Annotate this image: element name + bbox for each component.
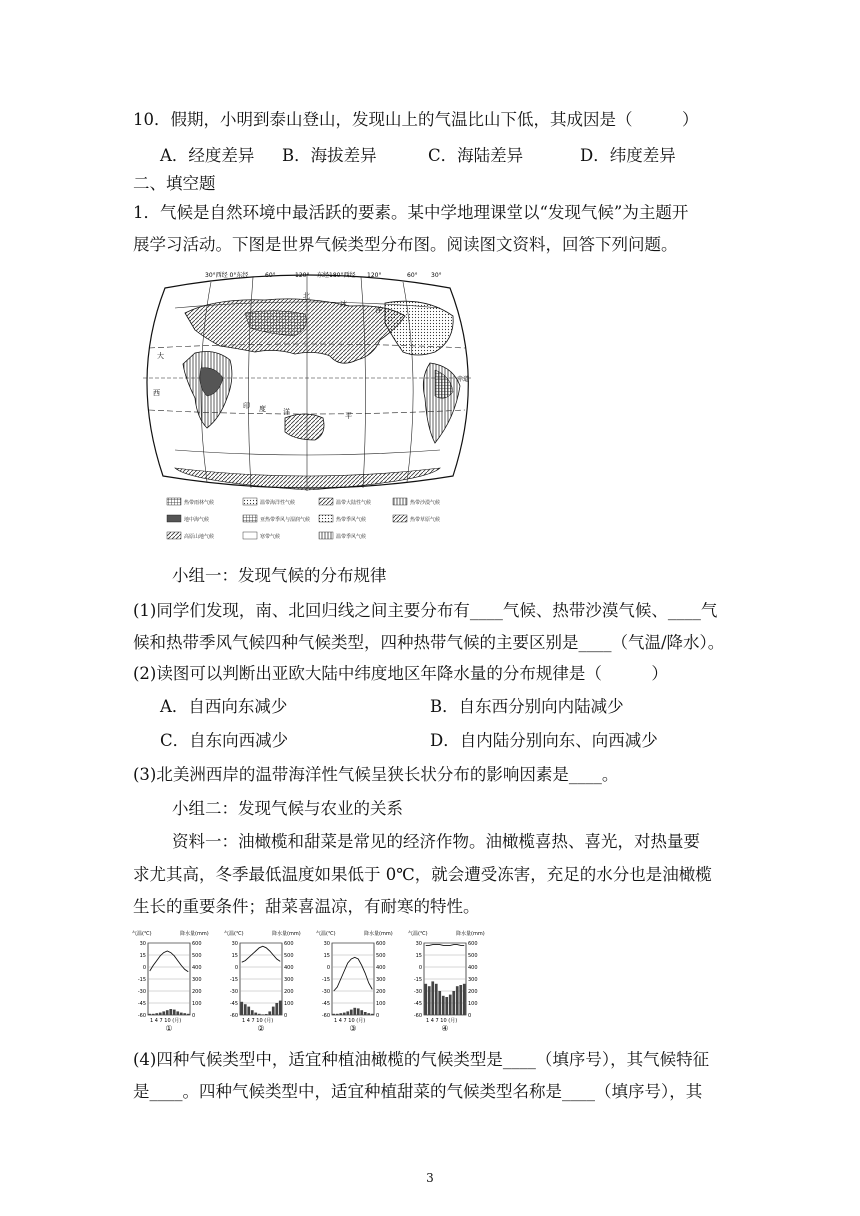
precip-bar [261,1014,264,1015]
group2-title: 小组二：发现气候与农业的关系 [172,799,403,818]
precip-bar [173,1010,176,1015]
temp-tick-label: -45 [137,1001,146,1007]
q10-stem: 10．假期，小明到泰山登山，发现山上的气温比山下低，其成因是（ ） [133,110,699,129]
q1-line-1: (1)同学们发现，南、北回归线之间主要分布有____气候、热带沙漠气候、____气 [133,601,718,620]
temp-tick-label: 0 [418,965,422,971]
precip-bar [463,984,466,1015]
legend-label: 热带雨林气候 [184,500,215,506]
chart-header-right: 降水量(mm) [456,931,485,937]
legend-label: 高原山地气候 [184,534,215,540]
precip-bar [268,1011,271,1015]
q4-line-2: 是____。四种气候类型中，适宜种植甜菜的气候类型名称是____（填序号），其 [133,1082,703,1101]
precip-bar [176,1011,179,1015]
precip-bar [339,1013,342,1015]
temp-tick-label: -45 [229,1001,238,1007]
q10-option-a: A．经度差异 [160,146,255,165]
material-line-2: 求尤其高，冬季最低温度如果低于 0℃，就会遭受冻害，充足的水分也是油橄榄 [133,865,712,884]
map-label: 北 [303,292,310,300]
map-label: 大 [157,352,164,360]
temp-tick-label: 15 [415,953,422,959]
chart-id: ① [165,1024,173,1033]
precip-tick-label: 500 [284,953,294,959]
precip-bar [449,995,452,1015]
q2-stem: (2)读图可以判断出亚欧大陆中纬度地区年降水量的分布规律是（ ） [133,664,668,683]
precip-tick-label: 400 [192,965,202,971]
map-label: 印 [243,402,250,410]
map-label: 冰 [340,300,347,308]
precip-bar [332,1014,335,1015]
precip-tick-label: 600 [192,941,202,947]
precip-tick-label: 200 [192,989,202,995]
temp-tick-label: 30 [231,941,238,947]
precip-tick-label: 500 [376,953,386,959]
precip-tick-label: 200 [376,989,386,995]
chart-id: ② [257,1024,265,1033]
temp-tick-label: -15 [413,977,422,983]
precip-tick-label: 200 [284,989,294,995]
section-title: 二、填空题 [133,174,216,193]
intro-line-1: 1．气候是自然环境中最活跃的要素。某中学地理课堂以“发现气候”为主题开 [133,203,689,222]
precip-bar [346,1011,349,1015]
precip-tick-label: 300 [192,977,202,983]
precip-bar [258,1014,261,1015]
q2-option-c: C．自东向西减少 [160,731,289,750]
precip-tick-label: 300 [468,977,478,983]
map-top-label: 30°西经 0°东经 [205,272,249,279]
map-label: 平 [345,412,352,420]
precip-bar [265,1014,268,1015]
material-line-3: 生长的重要条件；甜菜喜温凉，有耐寒的特性。 [133,897,480,916]
climate-charts [130,925,495,1043]
q2-option-a: A．自西向东减少 [160,697,288,716]
month-ticks: 1 4 7 10 (月) [334,1018,366,1024]
map-label: 洋 [283,408,290,416]
precip-bar [240,1002,243,1015]
precip-bar [183,1013,186,1015]
chart-header-right: 降水量(mm) [180,931,209,937]
precip-tick-label: 0 [376,1013,380,1019]
q10-option-d: D．纬度差异 [580,146,676,165]
intro-line-2: 展学习活动。下图是世界气候类型分布图。阅读图文资料，回答下列问题。 [133,235,678,254]
legend-label: 亚热带季风与湿润气候 [260,517,311,523]
legend-label: 温带海洋性气候 [260,500,296,506]
precip-tick-label: 600 [468,941,478,947]
precip-tick-label: 600 [376,941,386,947]
precip-bar [438,991,441,1015]
temp-tick-label: -15 [137,977,146,983]
temp-tick-label: -60 [229,1013,238,1019]
precip-tick-label: 200 [468,989,478,995]
precip-tick-label: 100 [192,1001,202,1007]
precip-tick-label: 0 [192,1013,196,1019]
precip-bar [360,1010,363,1015]
month-ticks: 1 4 7 10 (月) [426,1018,458,1024]
chart-header-left: 气温(℃) [224,931,244,937]
page-number: 3 [426,1171,434,1185]
precip-bar [424,984,427,1015]
temp-tick-label: -15 [321,977,330,983]
precip-bar [353,1008,356,1015]
chart-header-left: 气温(℃) [316,931,336,937]
world-climate-map [135,268,480,548]
precip-bar [343,1013,346,1015]
temp-tick-label: -30 [321,989,330,995]
chart-header-right: 降水量(mm) [364,931,393,937]
precip-bar [279,1001,282,1015]
q10-option-b: B．海拔差异 [282,146,377,165]
climate-chart [224,930,301,1033]
precip-tick-label: 0 [284,1013,288,1019]
precip-tick-label: 0 [468,1013,472,1019]
precip-tick-label: 100 [376,1001,386,1007]
precip-bar [364,1012,367,1015]
q1-line-2: 候和热带季风气候四种气候类型，四种热带气候的主要区别是____（气温/降水）。 [133,633,725,652]
group1-title: 小组一：发现气候的分布规律 [172,566,387,585]
legend-label: 热带季风气候 [336,517,367,523]
precip-tick-label: 300 [376,977,386,983]
precip-bar [442,996,445,1015]
precip-tick-label: 500 [192,953,202,959]
precip-bar [459,985,462,1015]
temp-tick-label: -30 [137,989,146,995]
temp-tick-label: -45 [413,1001,422,1007]
temp-tick-label: 0 [326,965,330,971]
temp-tick-label: -60 [321,1013,330,1019]
legend-label: 热带草原气候 [410,517,441,523]
q10-option-c: C．海陆差异 [428,146,524,165]
map-top-label: 120° [367,272,382,279]
q2-option-d: D．自内陆分别向东、向西减少 [430,731,658,750]
precip-bar [152,1014,155,1015]
temp-tick-label: 30 [139,941,146,947]
precip-tick-label: 100 [468,1001,478,1007]
climate-chart [132,930,209,1033]
precip-bar [180,1013,183,1015]
chart-id: ③ [349,1024,357,1033]
temp-tick-label: -30 [413,989,422,995]
precip-bar [357,1008,360,1015]
temp-tick-label: 15 [231,953,238,959]
precip-bar [148,1014,151,1015]
material-line-1: 资料一：油橄榄和甜菜是常见的经济作物。油橄榄喜热、喜光，对热量要 [172,832,700,851]
temp-tick-label: -15 [229,977,238,983]
month-ticks: 1 4 7 10 (月) [150,1018,182,1024]
precip-bar [452,991,455,1015]
precip-bar [251,1010,254,1015]
precip-bar [275,1003,278,1015]
precip-bar [244,1004,247,1015]
legend-label: 温带季风气候 [336,534,367,540]
q4-line-1: (4)四种气候类型中，适宜种植油橄榄的气候类型是____（填序号），其气候特征 [133,1050,710,1069]
precip-tick-label: 300 [284,977,294,983]
temp-tick-label: 15 [323,953,330,959]
precip-tick-label: 600 [284,941,294,947]
map-label: 赤道 [457,376,470,383]
temp-tick-label: 30 [323,941,330,947]
precip-bar [272,1007,275,1015]
precip-bar [247,1007,250,1015]
precip-bar [254,1013,257,1015]
map-label: 洋 [375,306,382,314]
precip-tick-label: 400 [468,965,478,971]
chart-id: ④ [441,1024,449,1033]
temp-tick-label: 0 [142,965,146,971]
precip-bar [159,1013,162,1015]
legend-label: 热带沙漠气候 [410,500,441,506]
month-ticks: 1 4 7 10 (月) [242,1018,274,1024]
precip-bar [367,1013,370,1015]
temp-tick-label: -45 [321,1001,330,1007]
temp-tick-label: 30 [415,941,422,947]
temp-tick-label: 0 [234,965,238,971]
chart-header-left: 气温(℃) [408,931,428,937]
temp-tick-label: -60 [137,1013,146,1019]
precip-tick-label: 400 [376,965,386,971]
temp-tick-label: 15 [139,953,146,959]
precip-bar [187,1014,190,1015]
precip-tick-label: 100 [284,1001,294,1007]
chart-header-right: 降水量(mm) [272,931,301,937]
precip-bar [162,1011,165,1015]
precip-bar [456,986,459,1015]
map-top-label: 30° [431,272,442,279]
legend-label: 温带大陆性气候 [336,500,372,506]
precip-bar [371,1014,374,1015]
climate-chart [316,930,393,1033]
q3-stem: (3)北美洲西岸的温带海洋性气候呈狭长状分布的影响因素是____。 [133,765,619,784]
map-top-label: 60° [407,272,418,279]
legend-label: 地中海气候 [184,517,210,523]
map-label: 度 [259,405,266,413]
climate-chart [408,930,485,1033]
precip-bar [431,981,434,1015]
precip-bar [428,986,431,1015]
chart-header-left: 气温(℃) [132,931,152,937]
map-top-label: 60° [265,272,276,279]
temp-tick-label: -30 [229,989,238,995]
precip-bar [435,984,438,1015]
precip-bar [336,1014,339,1015]
precip-bar [155,1013,158,1015]
map-top-label: 120° [295,272,310,279]
precip-bar [350,1010,353,1015]
legend-label: 寒带气候 [260,534,281,540]
precip-bar [166,1010,169,1015]
precip-tick-label: 500 [468,953,478,959]
precip-tick-label: 400 [284,965,294,971]
q2-option-b: B．自东西分别向内陆减少 [430,697,624,716]
map-label: 西 [153,389,160,397]
precip-bar [445,997,448,1015]
precip-bar [169,1009,172,1015]
temp-tick-label: -60 [413,1013,422,1019]
map-top-label: 东经180°西经 [317,272,356,279]
